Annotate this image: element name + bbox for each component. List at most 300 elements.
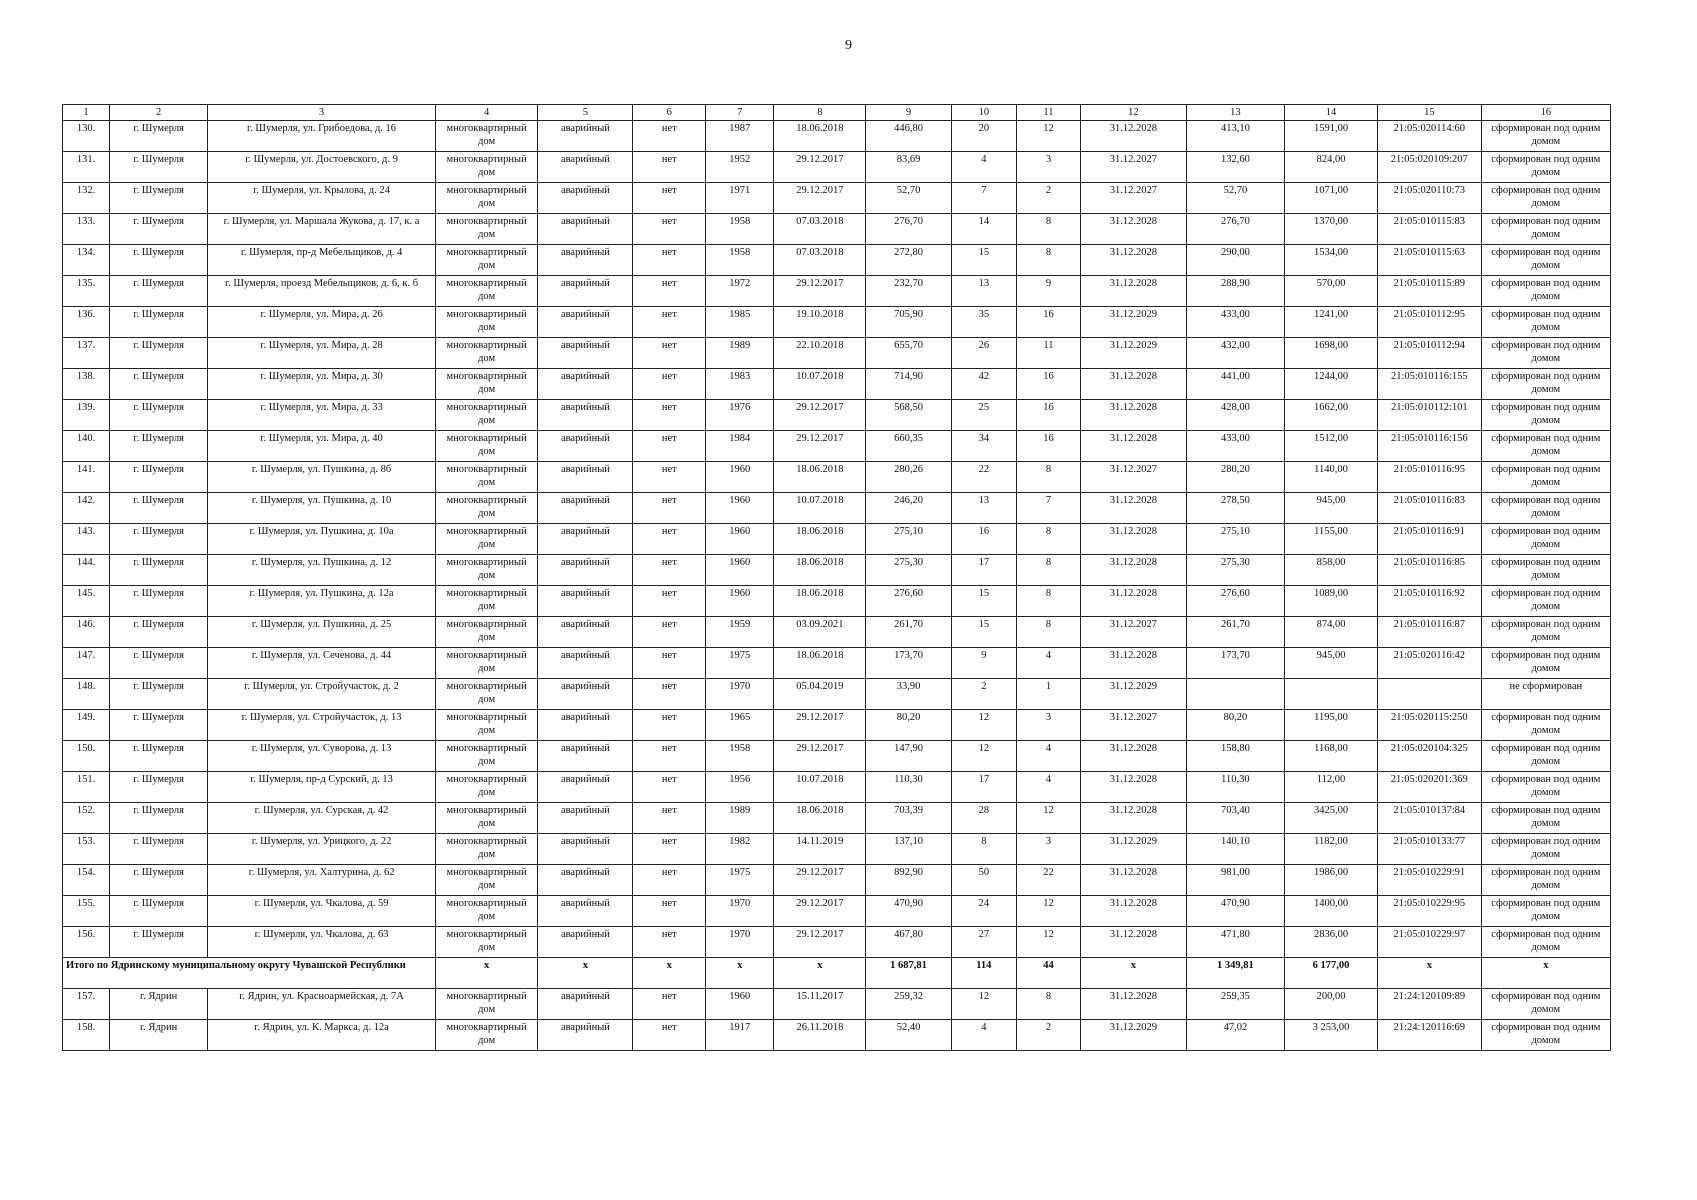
cell-relocated-flag: нет bbox=[633, 121, 706, 152]
cell-house-type: многоквартирный дом bbox=[435, 896, 538, 927]
cell-land-area: 945,00 bbox=[1285, 493, 1378, 524]
cell-premises: 3 bbox=[1016, 834, 1080, 865]
cell-condition: аварийный bbox=[538, 865, 633, 896]
cell-premises: 8 bbox=[1016, 989, 1080, 1020]
cell-row-number: 138. bbox=[63, 369, 110, 400]
cell-residents: 15 bbox=[951, 617, 1016, 648]
cell-settlement: г. Шумерля bbox=[110, 369, 208, 400]
cell-land-area: 112,00 bbox=[1285, 772, 1378, 803]
cell-relocated-flag: нет bbox=[633, 803, 706, 834]
cell-relocated-area: 703,40 bbox=[1186, 803, 1284, 834]
cell-land-area: 3 253,00 bbox=[1285, 1020, 1378, 1051]
cell-row-number: 133. bbox=[63, 214, 110, 245]
cell-relocation-deadline: 31.12.2028 bbox=[1081, 927, 1187, 958]
cell-address: г. Шумерля, ул. Пушкина, д. 25 bbox=[208, 617, 436, 648]
column-number-7: 7 bbox=[706, 105, 774, 121]
table-row bbox=[63, 679, 1611, 710]
cell-settlement: г. Ядрин bbox=[110, 989, 208, 1020]
cell-relocation-deadline: 31.12.2028 bbox=[1081, 214, 1187, 245]
cell-recognition-date: 26.11.2018 bbox=[774, 1020, 866, 1051]
cell-premises: 16 bbox=[1016, 431, 1080, 462]
table-row bbox=[63, 369, 1611, 400]
cell-land-status: сформирован под одним домом bbox=[1481, 121, 1610, 152]
cell-relocation-deadline: 31.12.2029 bbox=[1081, 307, 1187, 338]
cell-recognition-date: 29.12.2017 bbox=[774, 152, 866, 183]
cell-address: г. Шумерля, ул. Мира, д. 26 bbox=[208, 307, 436, 338]
cell-recognition-date: 29.12.2017 bbox=[774, 276, 866, 307]
cell-house-type: многоквартирный дом bbox=[435, 462, 538, 493]
cell-address: г. Шумерля, ул. Достоевского, д. 9 bbox=[208, 152, 436, 183]
cell-cadastral-number: 21:05:010112:101 bbox=[1378, 400, 1482, 431]
cell-relocated-flag: нет bbox=[633, 338, 706, 369]
cell-premises: 4 bbox=[1016, 648, 1080, 679]
cell-house-type: многоквартирный дом bbox=[435, 710, 538, 741]
cell-recognition-date: 10.07.2018 bbox=[774, 493, 866, 524]
cell-land-status: сформирован под одним домом bbox=[1481, 772, 1610, 803]
cell-premises: 16 bbox=[1016, 400, 1080, 431]
cell-premises: 8 bbox=[1016, 617, 1080, 648]
cell-area: 568,50 bbox=[866, 400, 951, 431]
table-row bbox=[63, 245, 1611, 276]
cell-row-number: 156. bbox=[63, 927, 110, 958]
cell-residents: 12 bbox=[951, 741, 1016, 772]
cell-relocation-deadline: 31.12.2029 bbox=[1081, 338, 1187, 369]
cell-relocated-flag: нет bbox=[633, 245, 706, 276]
cell-relocated-area: 276,60 bbox=[1186, 586, 1284, 617]
cell-land-area: 1182,00 bbox=[1285, 834, 1378, 865]
cell-built-year: 1960 bbox=[706, 493, 774, 524]
cell-land-status: сформирован под одним домом bbox=[1481, 555, 1610, 586]
cell-premises: 12 bbox=[1016, 121, 1080, 152]
cell-built-year: 1984 bbox=[706, 431, 774, 462]
cell-premises: 2 bbox=[1016, 1020, 1080, 1051]
table-row bbox=[63, 276, 1611, 307]
cell-built-year: 1987 bbox=[706, 121, 774, 152]
cell-built-year: 1970 bbox=[706, 927, 774, 958]
cell-relocated-area: 80,20 bbox=[1186, 710, 1284, 741]
cell-cadastral-number: 21:24:120109:89 bbox=[1378, 989, 1482, 1020]
cell-residents: 20 bbox=[951, 121, 1016, 152]
table-row bbox=[63, 555, 1611, 586]
cell-residents: 17 bbox=[951, 555, 1016, 586]
cell-land-area: 1071,00 bbox=[1285, 183, 1378, 214]
cell-house-type: многоквартирный дом bbox=[435, 121, 538, 152]
cell-premises: 2 bbox=[1016, 183, 1080, 214]
cell-premises: 16 bbox=[1016, 307, 1080, 338]
cell-cadastral-number: 21:05:010116:83 bbox=[1378, 493, 1482, 524]
cell-recognition-date: 29.12.2017 bbox=[774, 400, 866, 431]
cell-recognition-date: 18.06.2018 bbox=[774, 121, 866, 152]
cell-settlement: г. Шумерля bbox=[110, 648, 208, 679]
cell-condition: аварийный bbox=[538, 338, 633, 369]
table-row bbox=[63, 772, 1611, 803]
cell-house-type: многоквартирный дом bbox=[435, 772, 538, 803]
cell-residents: 26 bbox=[951, 338, 1016, 369]
cell-condition: аварийный bbox=[538, 772, 633, 803]
cell-settlement: г. Шумерля bbox=[110, 493, 208, 524]
cell-built-year: 1960 bbox=[706, 586, 774, 617]
cell-cadastral-number: 21:05:010116:155 bbox=[1378, 369, 1482, 400]
cell-residents: 42 bbox=[951, 369, 1016, 400]
cell-relocated-flag: нет bbox=[633, 152, 706, 183]
cell-settlement: г. Шумерля bbox=[110, 431, 208, 462]
cell-relocated-flag: нет bbox=[633, 772, 706, 803]
cell-settlement: г. Шумерля bbox=[110, 834, 208, 865]
cell-premises: 8 bbox=[1016, 214, 1080, 245]
cell-house-type: многоквартирный дом bbox=[435, 307, 538, 338]
cell-cadastral-number: 21:05:020109:207 bbox=[1378, 152, 1482, 183]
cell-cadastral-number: 21:05:020115:250 bbox=[1378, 710, 1482, 741]
cell-row-number: 146. bbox=[63, 617, 110, 648]
cell-cadastral-number: 21:05:010112:95 bbox=[1378, 307, 1482, 338]
cell-relocated-flag: нет bbox=[633, 896, 706, 927]
cell-relocated-flag: нет bbox=[633, 555, 706, 586]
cell-premises: 11 bbox=[1016, 338, 1080, 369]
cell-premises: 8 bbox=[1016, 245, 1080, 276]
cell-land-area: 1168,00 bbox=[1285, 741, 1378, 772]
cell-cadastral-number: 21:05:010133:77 bbox=[1378, 834, 1482, 865]
cell-area: 147,90 bbox=[866, 741, 951, 772]
cell-relocated-area: 110,30 bbox=[1186, 772, 1284, 803]
cell-premises: 16 bbox=[1016, 369, 1080, 400]
cell-condition: аварийный bbox=[538, 276, 633, 307]
cell-recognition-date: 29.12.2017 bbox=[774, 741, 866, 772]
cell-premises: 22 bbox=[1016, 865, 1080, 896]
cell-condition: аварийный bbox=[538, 586, 633, 617]
table-row bbox=[63, 803, 1611, 834]
cell-row-number: 144. bbox=[63, 555, 110, 586]
cell-relocated-flag: нет bbox=[633, 834, 706, 865]
cell-area: 173,70 bbox=[866, 648, 951, 679]
cell-area: 470,90 bbox=[866, 896, 951, 927]
cell-settlement: г. Шумерля bbox=[110, 896, 208, 927]
cell-land-area: 1370,00 bbox=[1285, 214, 1378, 245]
cell-cadastral-number: 21:05:010112:94 bbox=[1378, 338, 1482, 369]
cell-area: 80,20 bbox=[866, 710, 951, 741]
total-cell-relocated-flag: x bbox=[633, 958, 706, 989]
cell-premises: 8 bbox=[1016, 462, 1080, 493]
cell-house-type: многоквартирный дом bbox=[435, 617, 538, 648]
cell-settlement: г. Шумерля bbox=[110, 245, 208, 276]
column-number-11: 11 bbox=[1016, 105, 1080, 121]
cell-residents: 22 bbox=[951, 462, 1016, 493]
cell-land-area: 1140,00 bbox=[1285, 462, 1378, 493]
table-row bbox=[63, 214, 1611, 245]
cell-relocated-area: 132,60 bbox=[1186, 152, 1284, 183]
cell-address: г. Шумерля, ул. Пушкина, д. 8б bbox=[208, 462, 436, 493]
cell-address: г. Ядрин, ул. Красноармейская, д. 7А bbox=[208, 989, 436, 1020]
cell-house-type: многоквартирный дом bbox=[435, 803, 538, 834]
cell-land-status: сформирован под одним домом bbox=[1481, 617, 1610, 648]
cell-address: г. Шумерля, пр-д Мебельщиков, д. 4 bbox=[208, 245, 436, 276]
cell-recognition-date: 10.07.2018 bbox=[774, 369, 866, 400]
cell-condition: аварийный bbox=[538, 431, 633, 462]
cell-relocated-area: 158,80 bbox=[1186, 741, 1284, 772]
cell-built-year: 1972 bbox=[706, 276, 774, 307]
column-number-15: 15 bbox=[1378, 105, 1482, 121]
cell-relocation-deadline: 31.12.2027 bbox=[1081, 617, 1187, 648]
cell-address: г. Шумерля, ул. Чкалова, д. 59 bbox=[208, 896, 436, 927]
cell-land-area: 874,00 bbox=[1285, 617, 1378, 648]
cell-settlement: г. Шумерля bbox=[110, 741, 208, 772]
cell-recognition-date: 19.10.2018 bbox=[774, 307, 866, 338]
cell-relocated-area: 432,00 bbox=[1186, 338, 1284, 369]
cell-condition: аварийный bbox=[538, 524, 633, 555]
cell-relocated-flag: нет bbox=[633, 648, 706, 679]
cell-house-type: многоквартирный дом bbox=[435, 865, 538, 896]
cell-condition: аварийный bbox=[538, 710, 633, 741]
total-cell-condition: x bbox=[538, 958, 633, 989]
cell-address: г. Шумерля, ул. Урицкого, д. 22 bbox=[208, 834, 436, 865]
page-number: 9 bbox=[845, 38, 852, 53]
cell-residents: 28 bbox=[951, 803, 1016, 834]
cell-residents: 50 bbox=[951, 865, 1016, 896]
cell-relocated-flag: нет bbox=[633, 586, 706, 617]
cell-relocated-area: 259,35 bbox=[1186, 989, 1284, 1020]
cell-premises: 9 bbox=[1016, 276, 1080, 307]
cell-relocation-deadline: 31.12.2028 bbox=[1081, 369, 1187, 400]
cell-relocated-flag: нет bbox=[633, 493, 706, 524]
table-row bbox=[63, 741, 1611, 772]
cell-cadastral-number bbox=[1378, 679, 1482, 710]
cell-area: 446,80 bbox=[866, 121, 951, 152]
cell-condition: аварийный bbox=[538, 369, 633, 400]
cell-relocated-area: 433,00 bbox=[1186, 431, 1284, 462]
cell-settlement: г. Шумерля bbox=[110, 772, 208, 803]
cell-built-year: 1965 bbox=[706, 710, 774, 741]
cell-recognition-date: 07.03.2018 bbox=[774, 214, 866, 245]
column-number-16: 16 bbox=[1481, 105, 1610, 121]
cell-row-number: 140. bbox=[63, 431, 110, 462]
table-row bbox=[63, 834, 1611, 865]
cell-row-number: 139. bbox=[63, 400, 110, 431]
cell-area: 246,20 bbox=[866, 493, 951, 524]
cell-land-status: сформирован под одним домом bbox=[1481, 865, 1610, 896]
total-cell-built-year: x bbox=[706, 958, 774, 989]
cell-land-area bbox=[1285, 679, 1378, 710]
cell-land-area: 570,00 bbox=[1285, 276, 1378, 307]
cell-relocation-deadline: 31.12.2029 bbox=[1081, 679, 1187, 710]
column-number-2: 2 bbox=[110, 105, 208, 121]
cell-area: 83,69 bbox=[866, 152, 951, 183]
cell-relocated-area: 47,02 bbox=[1186, 1020, 1284, 1051]
cell-relocated-area: 261,70 bbox=[1186, 617, 1284, 648]
cell-cadastral-number: 21:05:010116:156 bbox=[1378, 431, 1482, 462]
cell-relocation-deadline: 31.12.2028 bbox=[1081, 121, 1187, 152]
cell-relocated-flag: нет bbox=[633, 307, 706, 338]
cell-built-year: 1959 bbox=[706, 617, 774, 648]
cell-residents: 13 bbox=[951, 493, 1016, 524]
cell-built-year: 1970 bbox=[706, 896, 774, 927]
cell-land-area: 1534,00 bbox=[1285, 245, 1378, 276]
cell-land-area: 824,00 bbox=[1285, 152, 1378, 183]
cell-land-status: сформирован под одним домом bbox=[1481, 989, 1610, 1020]
cell-relocation-deadline: 31.12.2028 bbox=[1081, 989, 1187, 1020]
cell-settlement: г. Шумерля bbox=[110, 462, 208, 493]
cell-premises: 12 bbox=[1016, 896, 1080, 927]
cell-condition: аварийный bbox=[538, 617, 633, 648]
table-row bbox=[63, 431, 1611, 462]
cell-settlement: г. Шумерля bbox=[110, 617, 208, 648]
cell-row-number: 141. bbox=[63, 462, 110, 493]
cell-condition: аварийный bbox=[538, 121, 633, 152]
column-number-12: 12 bbox=[1081, 105, 1187, 121]
cell-relocated-flag: нет bbox=[633, 524, 706, 555]
cell-built-year: 1958 bbox=[706, 245, 774, 276]
cell-relocated-flag: нет bbox=[633, 462, 706, 493]
cell-relocated-flag: нет bbox=[633, 679, 706, 710]
cell-row-number: 147. bbox=[63, 648, 110, 679]
cell-land-status: сформирован под одним домом bbox=[1481, 462, 1610, 493]
cell-row-number: 153. bbox=[63, 834, 110, 865]
cell-relocation-deadline: 31.12.2028 bbox=[1081, 276, 1187, 307]
cell-condition: аварийный bbox=[538, 803, 633, 834]
cell-settlement: г. Шумерля bbox=[110, 927, 208, 958]
cell-condition: аварийный bbox=[538, 896, 633, 927]
cell-relocation-deadline: 31.12.2028 bbox=[1081, 865, 1187, 896]
cell-recognition-date: 14.11.2019 bbox=[774, 834, 866, 865]
cell-row-number: 135. bbox=[63, 276, 110, 307]
cell-relocated-flag: нет bbox=[633, 865, 706, 896]
cell-condition: аварийный bbox=[538, 400, 633, 431]
table-row bbox=[63, 586, 1611, 617]
cell-house-type: многоквартирный дом bbox=[435, 927, 538, 958]
cell-relocated-flag: нет bbox=[633, 369, 706, 400]
cell-relocated-flag: нет bbox=[633, 617, 706, 648]
cell-premises: 3 bbox=[1016, 152, 1080, 183]
cell-area: 272,80 bbox=[866, 245, 951, 276]
cell-cadastral-number: 21:05:010116:92 bbox=[1378, 586, 1482, 617]
cell-relocation-deadline: 31.12.2029 bbox=[1081, 1020, 1187, 1051]
cell-cadastral-number: 21:05:010115:63 bbox=[1378, 245, 1482, 276]
cell-relocation-deadline: 31.12.2027 bbox=[1081, 183, 1187, 214]
cell-area: 52,70 bbox=[866, 183, 951, 214]
cell-land-status: сформирован под одним домом bbox=[1481, 834, 1610, 865]
cell-premises: 8 bbox=[1016, 555, 1080, 586]
cell-relocated-area: 276,70 bbox=[1186, 214, 1284, 245]
cell-cadastral-number: 21:05:020110:73 bbox=[1378, 183, 1482, 214]
total-cell-relocated-area: 1 349,81 bbox=[1186, 958, 1284, 989]
cell-built-year: 1960 bbox=[706, 989, 774, 1020]
cell-land-status: сформирован под одним домом bbox=[1481, 276, 1610, 307]
table-row bbox=[63, 307, 1611, 338]
cell-recognition-date: 29.12.2017 bbox=[774, 927, 866, 958]
cell-settlement: г. Шумерля bbox=[110, 214, 208, 245]
cell-land-status: сформирован под одним домом bbox=[1481, 369, 1610, 400]
cell-residents: 9 bbox=[951, 648, 1016, 679]
cell-condition: аварийный bbox=[538, 989, 633, 1020]
cell-land-status: сформирован под одним домом bbox=[1481, 1020, 1610, 1051]
cell-condition: аварийный bbox=[538, 462, 633, 493]
cell-recognition-date: 10.07.2018 bbox=[774, 772, 866, 803]
cell-relocation-deadline: 31.12.2028 bbox=[1081, 245, 1187, 276]
cell-cadastral-number: 21:05:010229:91 bbox=[1378, 865, 1482, 896]
cell-address: г. Шумерля, ул. Пушкина, д. 12а bbox=[208, 586, 436, 617]
cell-relocated-flag: нет bbox=[633, 710, 706, 741]
cell-condition: аварийный bbox=[538, 245, 633, 276]
cell-relocation-deadline: 31.12.2028 bbox=[1081, 493, 1187, 524]
cell-row-number: 132. bbox=[63, 183, 110, 214]
total-cell-relocation-deadline: x bbox=[1081, 958, 1187, 989]
cell-land-status: сформирован под одним домом bbox=[1481, 183, 1610, 214]
cell-cadastral-number: 21:05:020201:369 bbox=[1378, 772, 1482, 803]
cell-row-number: 131. bbox=[63, 152, 110, 183]
cell-relocation-deadline: 31.12.2028 bbox=[1081, 431, 1187, 462]
cell-cadastral-number: 21:24:120116:69 bbox=[1378, 1020, 1482, 1051]
cell-area: 892,90 bbox=[866, 865, 951, 896]
table-row bbox=[63, 462, 1611, 493]
cell-relocated-area: 52,70 bbox=[1186, 183, 1284, 214]
cell-house-type: многоквартирный дом bbox=[435, 400, 538, 431]
cell-built-year: 1960 bbox=[706, 462, 774, 493]
cell-condition: аварийный bbox=[538, 834, 633, 865]
table-row bbox=[63, 710, 1611, 741]
cell-condition: аварийный bbox=[538, 679, 633, 710]
cell-house-type: многоквартирный дом bbox=[435, 183, 538, 214]
cell-relocated-area: 280,20 bbox=[1186, 462, 1284, 493]
cell-address: г. Шумерля, ул. Сеченова, д. 44 bbox=[208, 648, 436, 679]
cell-row-number: 150. bbox=[63, 741, 110, 772]
cell-land-area: 1155,00 bbox=[1285, 524, 1378, 555]
cell-recognition-date: 18.06.2018 bbox=[774, 586, 866, 617]
cell-land-status: сформирован под одним домом bbox=[1481, 400, 1610, 431]
cell-relocated-area: 278,50 bbox=[1186, 493, 1284, 524]
cell-built-year: 1971 bbox=[706, 183, 774, 214]
cell-land-status: сформирован под одним домом bbox=[1481, 338, 1610, 369]
cell-built-year: 1976 bbox=[706, 400, 774, 431]
cell-built-year: 1917 bbox=[706, 1020, 774, 1051]
column-number-1: 1 bbox=[63, 105, 110, 121]
cell-land-area: 1244,00 bbox=[1285, 369, 1378, 400]
cell-land-status: сформирован под одним домом bbox=[1481, 648, 1610, 679]
column-number-10: 10 bbox=[951, 105, 1016, 121]
cell-address: г. Шумерля, ул. Грибоедова, д. 16 bbox=[208, 121, 436, 152]
cell-settlement: г. Ядрин bbox=[110, 1020, 208, 1051]
cell-address: г. Шумерля, ул. Пушкина, д. 10а bbox=[208, 524, 436, 555]
cell-residents: 16 bbox=[951, 524, 1016, 555]
cell-house-type: многоквартирный дом bbox=[435, 369, 538, 400]
total-cell-residents: 114 bbox=[951, 958, 1016, 989]
total-cell-recognition-date: x bbox=[774, 958, 866, 989]
cell-relocation-deadline: 31.12.2029 bbox=[1081, 834, 1187, 865]
cell-address: г. Шумерля, ул. Мира, д. 28 bbox=[208, 338, 436, 369]
cell-premises: 8 bbox=[1016, 524, 1080, 555]
cell-area: 52,40 bbox=[866, 1020, 951, 1051]
cell-house-type: многоквартирный дом bbox=[435, 245, 538, 276]
cell-relocated-area: 428,00 bbox=[1186, 400, 1284, 431]
cell-premises: 12 bbox=[1016, 803, 1080, 834]
table-row bbox=[63, 989, 1611, 1020]
cell-settlement: г. Шумерля bbox=[110, 121, 208, 152]
cell-settlement: г. Шумерля bbox=[110, 865, 208, 896]
cell-house-type: многоквартирный дом bbox=[435, 214, 538, 245]
cell-area: 33,90 bbox=[866, 679, 951, 710]
cell-cadastral-number: 21:05:020116:42 bbox=[1378, 648, 1482, 679]
cell-relocated-area: 173,70 bbox=[1186, 648, 1284, 679]
cell-land-area: 1986,00 bbox=[1285, 865, 1378, 896]
cell-land-area: 1698,00 bbox=[1285, 338, 1378, 369]
cell-relocation-deadline: 31.12.2028 bbox=[1081, 555, 1187, 586]
cell-area: 467,80 bbox=[866, 927, 951, 958]
column-number-13: 13 bbox=[1186, 105, 1284, 121]
cell-premises: 8 bbox=[1016, 586, 1080, 617]
cell-residents: 2 bbox=[951, 679, 1016, 710]
cell-address: г. Шумерля, ул. Пушкина, д. 12 bbox=[208, 555, 436, 586]
cell-area: 276,60 bbox=[866, 586, 951, 617]
cell-area: 655,70 bbox=[866, 338, 951, 369]
cell-relocation-deadline: 31.12.2028 bbox=[1081, 896, 1187, 927]
cell-settlement: г. Шумерля bbox=[110, 586, 208, 617]
